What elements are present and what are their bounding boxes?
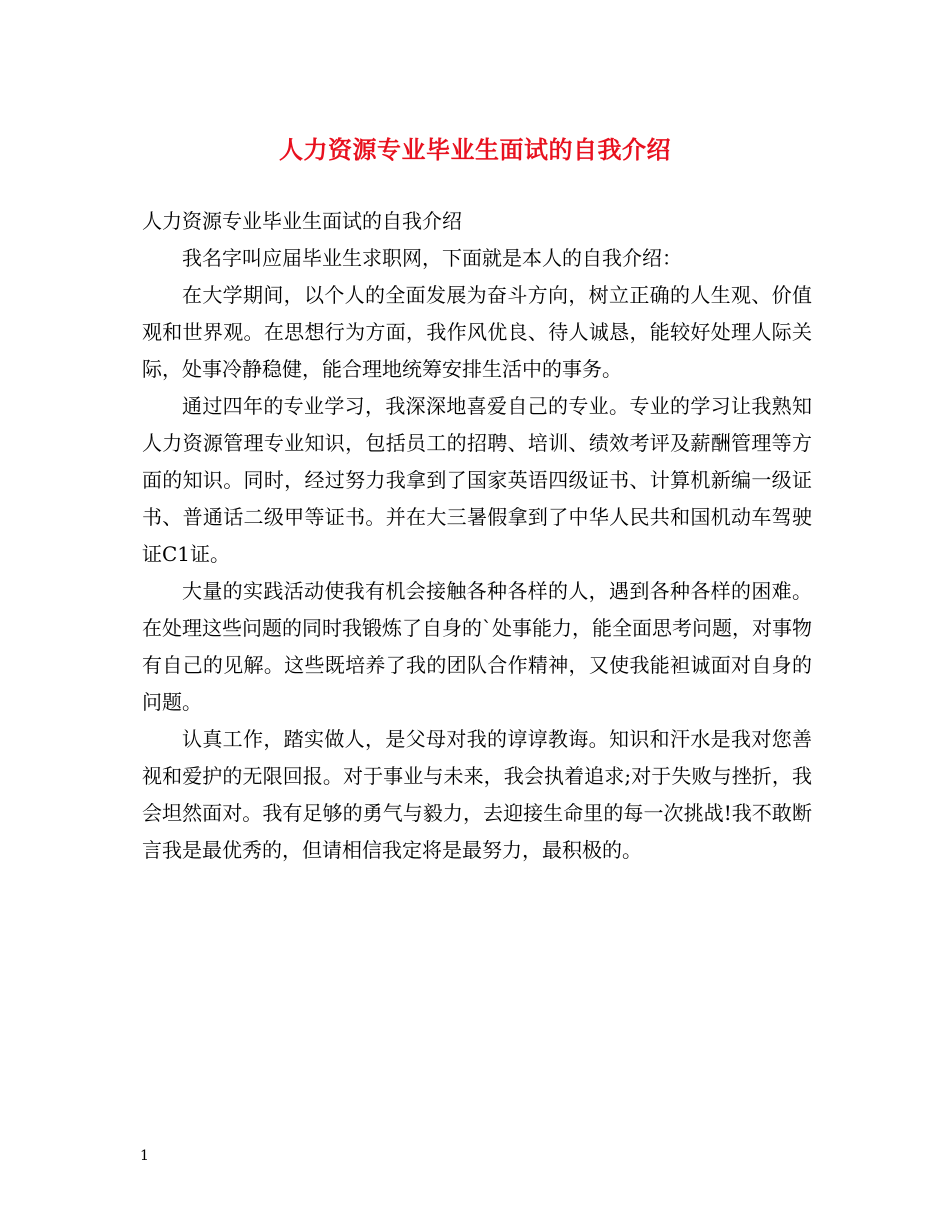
paragraph-major-study: 通过四年的专业学习，我深深地喜爱自己的专业。专业的学习让我熟知人力资源管理专业知识，包括员工的招聘、培训、绩效考评及薪酬管理等方面的知识。同时，经过努力我拿到了国家英语四级证书、计算机新编一级证书、普通话二级甲等证书。并在大三暑假拿到了中华人民共和国机动车驾驶证C1证。 [142,394,812,566]
paragraph-heading: 人力资源专业毕业生面试的自我介绍 [142,209,462,233]
paragraph-practice: 大量的实践活动使我有机会接触各种各样的人，遇到各种各样的困难。在处理这些问题的同时我锻炼了自身的`处事能力，能全面思考问题，对事物有自己的见解。这些既培养了我的团队合作精神，又使我能袒诚面对自身的问题。 [142,579,812,714]
paragraph-university: 在大学期间，以个人的全面发展为奋斗方向，树立正确的人生观、价值观和世界观。在思想行为方面，我作风优良、待人诚恳，能较好处理人际关际，处事冷静稳健，能合理地统筹安排生活中的事务。 [142,283,812,381]
document-title: 人力资源专业毕业生面试的自我介绍 [279,135,671,164]
page-number: 1 [140,1148,149,1164]
paragraph-intro: 我名字叫应届毕业生求职网，下面就是本人的自我介绍： [182,246,682,270]
paragraph-closing: 认真工作，踏实做人，是父母对我的谆谆教诲。知识和汗水是我对您善视和爱护的无限回报。对于事业与未来，我会执着追求;对于失败与挫折，我会坦然面对。我有足够的勇气与毅力，去迎接生命里的每一次挑战!我不敢断言我是最优秀的，但请相信我定将是最努力，最积极的。 [142,727,812,862]
document-body [142,203,812,869]
